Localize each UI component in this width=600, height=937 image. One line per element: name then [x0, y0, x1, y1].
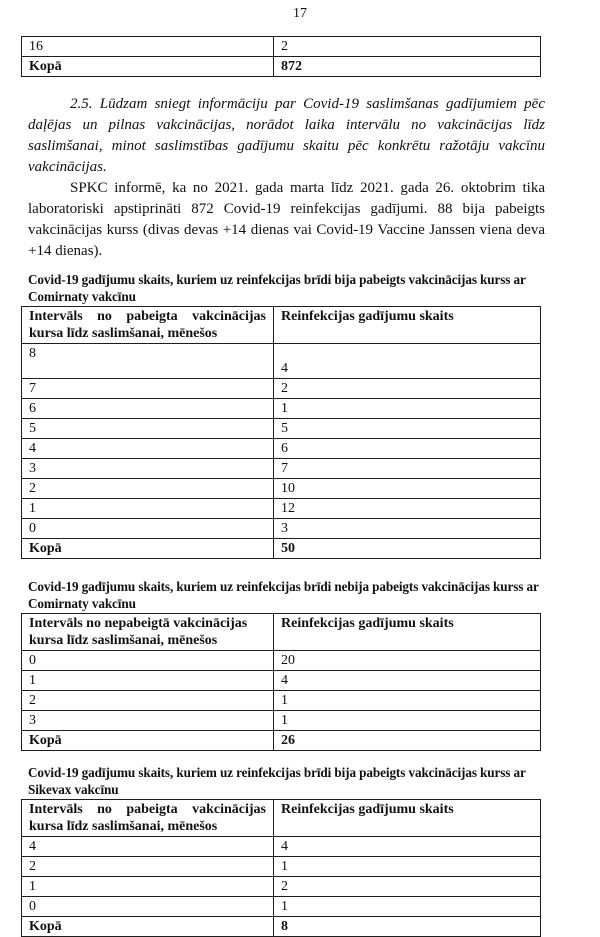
total-row	[22, 917, 541, 937]
total-value-cell: 872	[274, 57, 541, 77]
table-comirnaty-full	[21, 306, 541, 559]
table-row	[22, 479, 541, 499]
table-row	[22, 37, 541, 57]
table-row	[22, 651, 541, 671]
cases-column-header: Reinfekcijas gadījumu skaits	[274, 614, 541, 651]
header-row	[22, 614, 541, 651]
total-value-cell: 26	[274, 731, 541, 751]
total-label-cell: Kopā	[22, 731, 274, 751]
table-cell: 6	[22, 399, 274, 419]
table-cell: 2	[22, 857, 274, 877]
table-cell: 1	[274, 399, 541, 419]
table-cell: 2	[274, 877, 541, 897]
table-cell: 4	[22, 837, 274, 857]
table-cell: 4	[274, 344, 541, 379]
table-cell: 7	[274, 459, 541, 479]
total-value-cell: 50	[274, 539, 541, 559]
table-caption-comirnaty-partial: Covid-19 gadījumu skaits, kuriem uz reinfekcijas brīdi nebija pabeigts vakcinācijas kurss ar Comirnaty vakcīnu	[28, 579, 539, 611]
paragraph-spkc-response: SPKC informē, ka no 2021. gada marta līdz 2021. gada 26. oktobrim tika laboratoriski apstiprināti 872 Covid-19 reinfekcijas gadījumi. 88 bija pabeigts vakcinācijas kurss (divas devas +14 dienas vai Covid-19 Vaccine Janssen viena deva +14 dienas).	[28, 180, 545, 259]
header-row	[22, 307, 541, 344]
table-row	[22, 344, 541, 379]
table-row	[22, 519, 541, 539]
cases-column-header: Reinfekcijas gadījumu skaits	[274, 307, 541, 344]
table-row	[22, 379, 541, 399]
table-row	[22, 419, 541, 439]
table-cell: 4	[274, 837, 541, 857]
table-row	[22, 459, 541, 479]
table-comirnaty-partial	[21, 613, 541, 751]
table-caption-sikevax-full: Covid-19 gadījumu skaits, kuriem uz reinfekcijas brīdi bija pabeigts vakcinācijas kurss ar Sikevax vakcīnu	[28, 765, 526, 797]
table-cell: 6	[274, 439, 541, 459]
table-caption-comirnaty-full: Covid-19 gadījumu skaits, kuriem uz reinfekcijas brīdi bija pabeigts vakcinācijas kurss ar Comirnaty vakcīnu	[28, 272, 526, 304]
top-summary-table	[21, 36, 541, 77]
table-row	[22, 837, 541, 857]
table-sikevax-full	[21, 799, 541, 937]
total-row	[22, 731, 541, 751]
table-cell: 1	[22, 671, 274, 691]
table-cell: 8	[22, 344, 274, 379]
total-row	[22, 57, 541, 77]
header-row	[22, 800, 541, 837]
cases-column-header: Reinfekcijas gadījumu skaits	[274, 800, 541, 837]
paragraph-request-2-5: 2.5. Lūdzam sniegt informāciju par Covid-19 saslimšanas gadījumiem pēc daļējas un pilnas vakcinācijas, norādot laika intervālu no vakcinācijas līdz saslimšanai, minot saslimstības gadījumu skaitu pēc konkrētu ražotāju vakcīnu vakcinācijas.	[28, 96, 545, 175]
table-cell: 0	[22, 519, 274, 539]
interval-column-header: Intervāls no pabeigta vakcinācijas kursa līdz saslimšanai, mēnešos	[22, 307, 274, 344]
table-cell: 5	[274, 419, 541, 439]
table-cell: 1	[22, 877, 274, 897]
table-cell: 1	[274, 897, 541, 917]
interval-column-header: Intervāls no nepabeigtā vakcinācijas kursa līdz saslimšanai, mēnešos	[22, 614, 274, 651]
total-label-cell: Kopā	[22, 917, 274, 937]
table-cell: 1	[274, 711, 541, 731]
table-cell: 16	[22, 37, 274, 57]
table-cell: 20	[274, 651, 541, 671]
table-row	[22, 691, 541, 711]
table-cell: 10	[274, 479, 541, 499]
total-row	[22, 539, 541, 559]
table-cell: 1	[22, 499, 274, 519]
table-cell: 3	[274, 519, 541, 539]
table-cell: 5	[22, 419, 274, 439]
table-cell: 7	[22, 379, 274, 399]
table-row	[22, 711, 541, 731]
document-page	[0, 36, 566, 937]
table-row	[22, 499, 541, 519]
table-cell: 0	[22, 897, 274, 917]
table-row	[22, 439, 541, 459]
page-number: 17	[293, 6, 307, 21]
table-row	[22, 671, 541, 691]
table-cell: 3	[22, 459, 274, 479]
table-cell: 2	[274, 37, 541, 57]
table-cell: 4	[274, 671, 541, 691]
table-row	[22, 897, 541, 917]
table-cell: 2	[274, 379, 541, 399]
total-label-cell: Kopā	[22, 57, 274, 77]
table-row	[22, 399, 541, 419]
table-cell: 0	[22, 651, 274, 671]
body-text	[28, 94, 545, 262]
table-cell: 12	[274, 499, 541, 519]
table-cell: 2	[22, 691, 274, 711]
table-cell: 2	[22, 479, 274, 499]
table-cell: 3	[22, 711, 274, 731]
table-row	[22, 877, 541, 897]
table-row	[22, 857, 541, 877]
table-cell: 1	[274, 691, 541, 711]
interval-column-header: Intervāls no pabeigta vakcinācijas kursa līdz saslimšanai, mēnešos	[22, 800, 274, 837]
table-cell: 4	[22, 439, 274, 459]
total-value-cell: 8	[274, 917, 541, 937]
total-label-cell: Kopā	[22, 539, 274, 559]
table-cell: 1	[274, 857, 541, 877]
